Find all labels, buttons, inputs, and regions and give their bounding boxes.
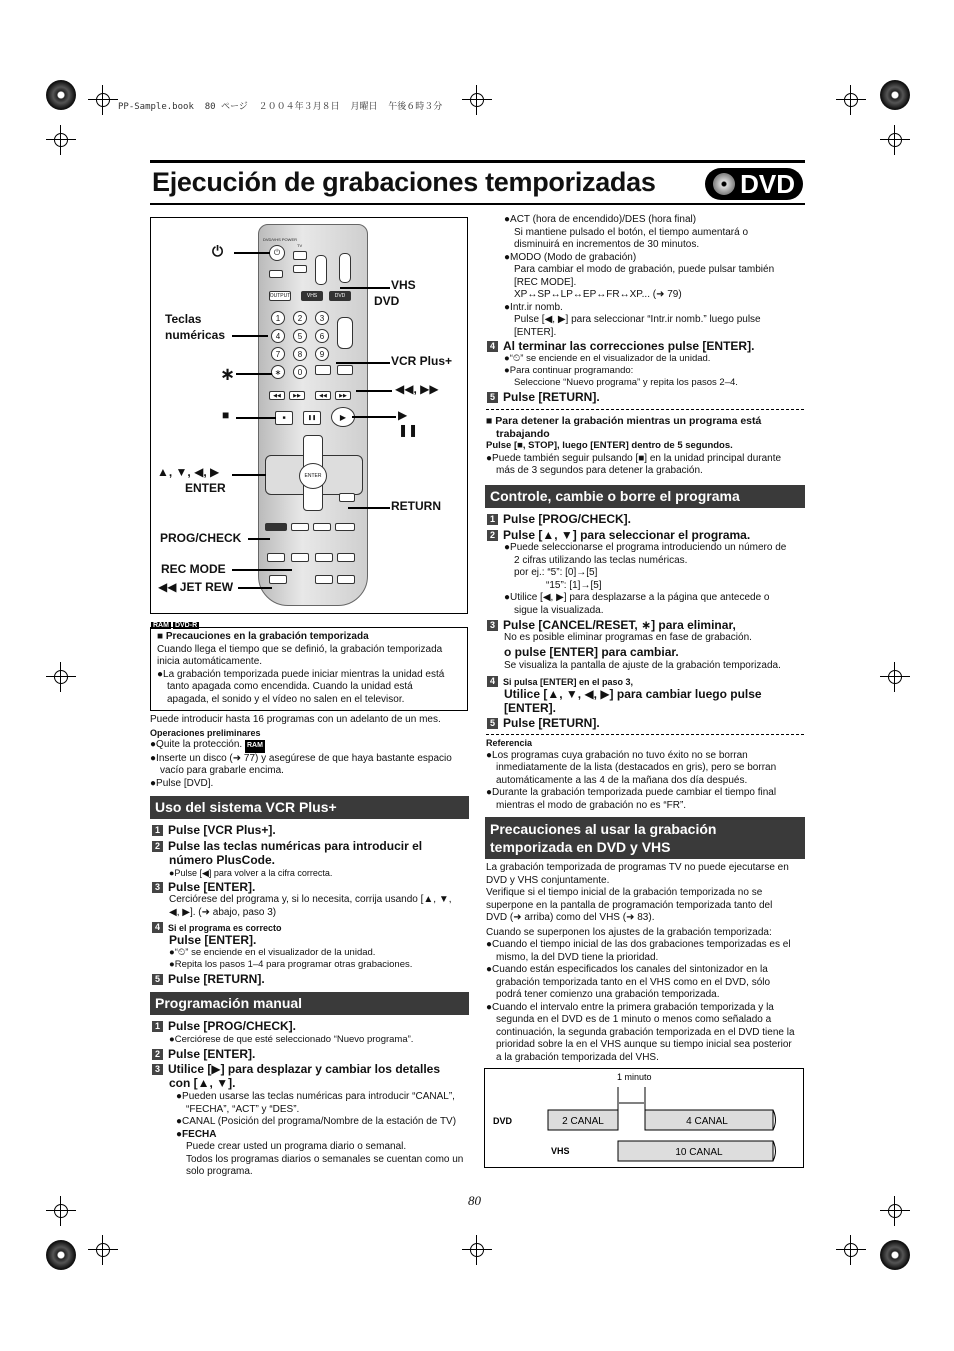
manual-step-4: 4 Al terminar las correcciones pulse [ENTER]. (487, 339, 754, 353)
note-line: Seleccione “Nuevo programa” y repita los pasos 2–4. (514, 377, 738, 388)
dubbing-vhs-button[interactable] (315, 575, 333, 584)
control-step-1: 1 Pulse [PROG/CHECK]. (487, 512, 631, 526)
key-3[interactable]: 3 (315, 311, 329, 325)
dvd-vhs-text (486, 862, 804, 1064)
text-line: DVD (➜ arriba) como del VHS (➜ 83). (486, 912, 655, 923)
registration-disc-icon (880, 80, 910, 110)
rec-mode-button[interactable] (291, 553, 309, 562)
remote-label: DVD/VHS POWER (263, 237, 298, 242)
note-line: “15”: [1]→[5] (546, 579, 602, 591)
tv-video-button[interactable] (293, 265, 307, 273)
manual-step-1-note: ●Cerciórese de que esté seleccionado “Nuevo programa”. (169, 1034, 414, 1045)
step-text: Pulse [PROG/CHECK]. (168, 1019, 297, 1033)
note-line: disminuirá en incrementos de 30 minutos. (514, 239, 700, 250)
jet-rew-button[interactable] (269, 575, 287, 584)
printer-line: PP-Sample.book 80 ページ ２００４年３月８日 月曜日 午後６時３分 (118, 102, 443, 112)
teclas-callout: Teclas (165, 312, 202, 326)
arrows-callout: ▲, ▼, ◀, ▶ (157, 465, 220, 479)
control-step-3-note: No es posible eliminar programas en fase de grabación. (504, 632, 752, 643)
note-line: ●MODO (Modo de grabación) (504, 251, 637, 263)
note-line: ●Puede seleccionarse el programa introduciendo un número de (504, 542, 787, 553)
power-button[interactable]: ⏻ (269, 245, 285, 261)
volume-rocker[interactable] (339, 253, 351, 283)
crop-mark-icon (880, 662, 910, 692)
crop-mark-icon (836, 85, 866, 115)
control-step-2-notes (504, 542, 804, 617)
control-step-4: 4 Si pulsa [ENTER] en el paso 3, (487, 674, 633, 689)
heading-line: temporizada en DVD y VHS (490, 839, 671, 855)
ram-badge: RAM (153, 622, 169, 629)
step-text: Pulse [ENTER]. (168, 1047, 256, 1061)
note-line: [REC MODE]. (514, 276, 577, 288)
reference-heading: Referencia (486, 738, 533, 748)
note-line: Cerciórese del programa y, si lo necesita, corrija usando [▲, ▼, (169, 894, 452, 905)
remote-control (258, 224, 368, 606)
note-line: ●Durante la grabación temporizada puede cambiar el tiempo final (486, 787, 777, 798)
key-1[interactable]: 1 (271, 311, 285, 325)
precautions-text: inicia automáticamente. (157, 656, 263, 667)
key-7[interactable]: 7 (271, 347, 285, 361)
precautions-text: apagada, el sonido y el vídeo no salen en el televisor. (167, 693, 405, 705)
leader-line (238, 587, 272, 589)
return-remote-button[interactable] (339, 493, 355, 502)
note-line: Puede crear usted un programa diario o semanal. (186, 1141, 407, 1152)
text-line: mismo, la del DVD tiene la prioridad. (496, 951, 659, 963)
key-0[interactable]: 0 (293, 365, 307, 379)
jet-rew-callout: ◀◀ JET REW (158, 580, 234, 594)
vcr-step-5: 5 Pulse [RETURN]. (152, 972, 265, 986)
vhs-callout: VHS (391, 278, 416, 292)
ch-rocker[interactable] (337, 317, 353, 349)
asterisk-callout: ∗ (220, 364, 236, 384)
note-line: ●ACT (hora de encendido)/DES (hora final) (504, 214, 697, 225)
note-line: solo programa. (186, 1166, 253, 1177)
skip-callout: ◀◀, ▶▶ (395, 382, 439, 396)
disc-icon (713, 173, 735, 195)
intro-line: ●Inserte un disco (➜ 77) y asegúrese de que haya bastante espacio (150, 752, 452, 764)
vcr-plus-button[interactable] (315, 365, 331, 375)
vhs-segment-1-label: 10 CANAL (675, 1147, 723, 1158)
dvd-remote-button[interactable]: DVD (329, 291, 351, 301)
registration-disc-icon (46, 80, 76, 110)
key-4[interactable]: 4 (271, 329, 285, 343)
note-line: mientras el modo de grabación no es “FR”. (496, 799, 687, 811)
reference-notes (486, 737, 804, 812)
display-button[interactable] (291, 523, 309, 531)
leader-line (236, 417, 276, 419)
control-step-3-alt-note: Se visualiza la pantalla de ajuste de la grabación temporizada. (504, 660, 781, 671)
leader-line (248, 538, 270, 540)
audio-button[interactable] (337, 553, 355, 562)
intro-subhead: Operaciones preliminares (150, 727, 261, 738)
note-line: Si mantiene pulsado el botón, el tiempo aumentará o (514, 226, 749, 238)
note-line: ●CANAL (Posición del programa/Nombre de la estación de TV) (176, 1116, 457, 1127)
note-line: Para cambiar el modo de grabación, puede pulsar también (514, 264, 775, 275)
text-line: ●Cuando el intervalo entre la primera grabación temporizada y la (486, 1001, 774, 1013)
precautions-text: ●La grabación temporizada puede iniciar mientras la unidad está (157, 668, 445, 680)
heading-line: Precauciones al usar la grabación (490, 821, 717, 837)
power-callout: ⏻ (212, 243, 224, 259)
enter-button[interactable]: ENTER (299, 463, 327, 489)
crop-mark-icon (88, 1235, 118, 1265)
note-line: Pulse [◀, ▶] para seleccionar “Intr.ir nomb.” luego pulse (514, 314, 761, 325)
dvd-vhs-heading (485, 817, 805, 859)
step-text: Pulse [VCR Plus+]. (168, 823, 276, 837)
enter-callout: ENTER (185, 481, 226, 495)
vcr-step-2-note: ●Pulse [◀] para volver a la cifra correcta. (169, 868, 333, 878)
note-line: ●Intr.ir nomb. (504, 301, 563, 313)
stop-recording-note (486, 415, 804, 478)
step-text: Utilice [▶] para desplazar y cambiar los detalles (168, 1062, 441, 1076)
intro-line: Puede introducir hasta 16 programas con un adelanto de un mes. (150, 714, 441, 725)
leader-line (232, 569, 292, 571)
status-button[interactable] (313, 523, 331, 531)
text-line: La grabación temporizada de programas TV no puede ejecutarse en (486, 862, 789, 873)
manual-step-3-notes (176, 1091, 471, 1179)
pause-callout: ❚❚ (398, 423, 419, 437)
control-step-5: 5 Pulse [RETURN]. (487, 716, 600, 730)
logo-text: DVD (740, 168, 795, 199)
note-line: ●Puede también seguir pulsando [■] en la unidad principal durante (486, 452, 782, 464)
vcr-step-4-action: Pulse [ENTER]. (169, 933, 257, 947)
note-line: Pulse [■, STOP], luego [ENTER] dentro de 5 segundos. (486, 440, 733, 451)
dvd-segment-1-label: 2 CANAL (562, 1116, 604, 1127)
prog-check-callout: PROG/CHECK (160, 531, 242, 545)
crop-mark-icon (46, 662, 76, 692)
vcr-plus-callout: VCR Plus+ (391, 354, 453, 368)
rec-button[interactable] (267, 553, 285, 562)
title-rule-top (150, 160, 805, 163)
leader-line (356, 390, 392, 392)
return-callout: RETURN (391, 499, 441, 513)
skip-back-button[interactable]: ◀◀ (269, 391, 285, 400)
note-line: inmediatamente de la lista (destacados en gris), pero se borran (496, 762, 777, 773)
pause-button[interactable]: ❚❚ (303, 411, 321, 425)
page-number: 80 (468, 1193, 481, 1208)
cm-skip-button[interactable] (337, 365, 353, 375)
key-9[interactable]: 9 (315, 347, 329, 361)
precautions-title: ■ Precauciones en la grabación temporizada (157, 631, 369, 642)
ram-badge: RAM (245, 740, 265, 753)
step-text: Pulse [RETURN]. (503, 390, 600, 404)
note-line: 2 cifras utilizando las teclas numéricas. (514, 554, 688, 566)
step-text: Pulse [RETURN]. (503, 716, 600, 730)
step-pretext: Si pulsa [ENTER] en el paso 3, (503, 677, 634, 687)
timeline-svg (485, 1069, 805, 1169)
step-text: Al terminar las correcciones pulse [ENTER]. (503, 339, 755, 353)
text-line: Cuando se superponen los ajustes de la grabación temporizada: (486, 926, 772, 938)
key-5[interactable]: 5 (293, 329, 307, 343)
note-line: por ej.: “5”: [0]→[5] (514, 567, 598, 578)
crop-mark-icon (880, 1196, 910, 1226)
vcr-step-4-note (169, 947, 412, 971)
text-line: segunda en el DVD es de 1 minuto o menos como señalado a (496, 1014, 772, 1025)
crop-mark-icon (46, 125, 76, 155)
crop-mark-icon (88, 85, 118, 115)
note-line: ●Utilice [◀, ▶] para desplazarse a la página que antecede o (504, 592, 770, 603)
note-heading: ■ Para detener la grabación mientras un programa está (486, 415, 762, 427)
page-title: Ejecución de grabaciones temporizadas (152, 167, 656, 197)
control-heading: Controle, cambie o borre el programa (485, 485, 805, 508)
key-2[interactable]: 2 (293, 311, 307, 325)
note-line: más de 3 segundos para detener la grabación. (496, 465, 703, 476)
row-label-dvd: DVD (493, 1116, 513, 1126)
skip-forward-button[interactable]: ▶▶ (289, 391, 305, 400)
dvd-segment-2-label: 4 CANAL (686, 1116, 728, 1127)
leader-line (234, 252, 270, 254)
note-line: ●“⏲” se enciende en el visualizador de la unidad. (504, 353, 711, 364)
text-line: prioridad sobre la en el VHS aunque su tiempo inicial sea posterior (496, 1039, 792, 1050)
key-6[interactable]: 6 (315, 329, 329, 343)
title-rule-bottom (150, 203, 805, 205)
channel-rocker[interactable] (315, 255, 327, 285)
control-step-4-action: Utilice [▲, ▼, ◀, ▶] para cambiar luego pulse (504, 687, 762, 701)
note-heading: trabajando (496, 427, 550, 440)
step-text: Pulse [CANCEL/RESET, ∗] para eliminar, (503, 618, 736, 632)
note-line: ●Los programas cuya grabación no tuvo éxito no se borran (486, 749, 748, 761)
text-line: ●Cuando el tiempo inicial de las dos grabaciones temporizadas es el (486, 939, 791, 950)
step-text: Pulse las teclas numéricas para introducir el (168, 839, 423, 853)
step-text: Pulse [PROG/CHECK]. (503, 512, 632, 526)
manual-step-2: 2 Pulse [ENTER]. (152, 1047, 255, 1061)
note-line: [ENTER]. (514, 326, 557, 338)
input-select-button[interactable] (269, 270, 283, 278)
dvd-r-badge: DVD-R (174, 622, 198, 629)
vhs-remote-button[interactable]: VHS (301, 291, 323, 301)
precautions-text: tanto apagada como encendida. Cuando la unidad está (167, 681, 413, 692)
note-line: sigue la visualizada. (514, 604, 604, 616)
note-line: “FECHA”, “ACT” y “DES”. (186, 1103, 300, 1115)
manual-step-1: 1 Pulse [PROG/CHECK]. (152, 1019, 296, 1033)
dvd-rec-button[interactable] (315, 553, 333, 562)
key-8[interactable]: 8 (293, 347, 307, 361)
crop-mark-icon (462, 1235, 492, 1265)
leader-line (352, 416, 396, 418)
registration-disc-icon (880, 1240, 910, 1270)
dvd-logo (705, 168, 803, 200)
crop-mark-icon (462, 85, 492, 115)
manual-step-4-notes (504, 353, 738, 389)
row-label-vhs: VHS (551, 1146, 570, 1156)
step-pretext: Si el programa es correcto (168, 923, 282, 933)
text-line: DVD y VHS conjuntamente. (486, 874, 610, 886)
vcr-plus-heading: Uso del sistema VCR Plus+ (150, 796, 469, 819)
control-step-3: 3 Pulse [CANCEL/RESET, ∗] para eliminar, (487, 618, 736, 632)
slow-search-back-button[interactable]: ◀◀ (315, 391, 331, 400)
note-line: ●Pueden usarse las teclas numéricas para introducir “CANAL”, (176, 1091, 455, 1102)
note-line: Todos los programas diarios o semanales se cuentan como un (186, 1153, 464, 1165)
leader-line (236, 373, 272, 375)
stop-callout: ■ (222, 408, 230, 422)
precautions-text: Cuando llega el tiempo que se definió, la grabación temporizada (157, 643, 443, 655)
text-line: grabación temporizada tanto en el VHS como en el DVD, sólo (496, 976, 771, 988)
intro-line: ●Pulse [DVD]. (150, 777, 214, 789)
dubbing-dvd-button[interactable] (337, 575, 355, 584)
note-line: ●“⏲” se enciende en el visualizador de la unidad. (169, 947, 376, 958)
crop-mark-icon (46, 1196, 76, 1226)
remote-label: TV (297, 243, 303, 248)
step-text: Pulse [▲, ▼] para seleccionar el programa. (503, 528, 751, 542)
intro-line: vacío para grabarle encima. (160, 765, 284, 776)
dvd-callout: DVD (374, 294, 400, 308)
note-line: ●Repita los pasos 1–4 para programar otras grabaciones. (169, 959, 413, 970)
leader-line (232, 335, 268, 337)
slow-search-forward-button[interactable]: ▶▶ (335, 391, 351, 400)
play-button[interactable]: ▶ (331, 407, 355, 427)
manual-step-3-cont: con [▲, ▼]. (169, 1076, 236, 1090)
intro-text (150, 714, 470, 790)
text-line: superpone en la pantalla de programación temporizada tanto del (486, 899, 773, 911)
precautions-box (150, 627, 468, 711)
control-step-2: 2 Pulse [▲, ▼] para seleccionar el programa. (487, 528, 750, 542)
gap-label: 1 minuto (617, 1072, 652, 1082)
manual-step-5: 5 Pulse [RETURN]. (487, 390, 600, 404)
stop-button[interactable]: ■ (275, 411, 293, 425)
play-callout: ▶ (398, 408, 408, 422)
output-button[interactable]: OUTPUT (269, 293, 291, 299)
registration-disc-icon (46, 1240, 76, 1270)
right-top-notes (504, 214, 804, 339)
rec-mode-callout: REC MODE (161, 562, 226, 576)
text-line: ●Cuando están especificados los canales del sintonizador en la (486, 964, 768, 975)
dashed-divider (486, 734, 804, 735)
leader-line (340, 287, 390, 289)
timeline-chart (484, 1068, 804, 1168)
manual-heading: Programación manual (150, 992, 469, 1015)
vcr-step-2-cont: número PlusCode. (169, 853, 276, 867)
dashed-divider (486, 409, 804, 410)
tv-power-button[interactable] (293, 251, 307, 260)
note-line: XP↔SP↔LP↔EP↔FR↔XP... (➜ 79) (514, 289, 682, 300)
prog-check-button[interactable] (265, 523, 287, 531)
note-line: ●FECHA (176, 1128, 217, 1140)
control-step-4-action-cont: [ENTER]. (504, 701, 556, 715)
text-line: a la grabación temporizada del VHS. (496, 1051, 659, 1063)
control-step-3-alt: o pulse [ENTER] para cambiar. (504, 645, 679, 659)
note-line: automáticamente a las 4 de la mañana dos día después. (496, 774, 748, 786)
note-line: ●Para continuar programando: (504, 365, 634, 376)
vcr-step-2: 2 Pulse las teclas numéricas para introducir el (152, 839, 422, 853)
vcr-step-1: 1 Pulse [VCR Plus+]. (152, 823, 276, 837)
leader-line (336, 362, 390, 364)
text-line: podrá tener comienzo una grabación temporizada. (496, 989, 720, 1000)
text-line: Verifique si el tiempo inicial de la grabación temporizada no se (486, 887, 763, 898)
crop-mark-icon (880, 125, 910, 155)
step-text: Pulse [ENTER]. (168, 880, 256, 894)
numericas-callout: numéricas (165, 328, 226, 342)
crop-mark-icon (836, 1235, 866, 1265)
text-line: continuación, la segunda grabación temporizada en el DVD tiene la (496, 1026, 795, 1038)
time-slip-button[interactable] (335, 523, 355, 531)
leader-line (232, 474, 266, 476)
intro-line-text: ●Quite la protección. (150, 739, 243, 750)
manual-step-3: 3 Utilice [▶] para desplazar y cambiar los detalles (152, 1062, 440, 1076)
step-text: Pulse [RETURN]. (168, 972, 265, 986)
intro-line (150, 739, 470, 753)
cancel-reset-button[interactable]: ∗ (271, 365, 285, 379)
note-line: ◀, ▶]. (➜ abajo, paso 3) (169, 906, 277, 918)
leader-line (348, 507, 390, 509)
vcr-step-3-note (169, 894, 452, 919)
vcr-step-3: 3 Pulse [ENTER]. (152, 880, 255, 894)
vcr-step-4: 4 Si el programa es correcto (152, 920, 282, 935)
